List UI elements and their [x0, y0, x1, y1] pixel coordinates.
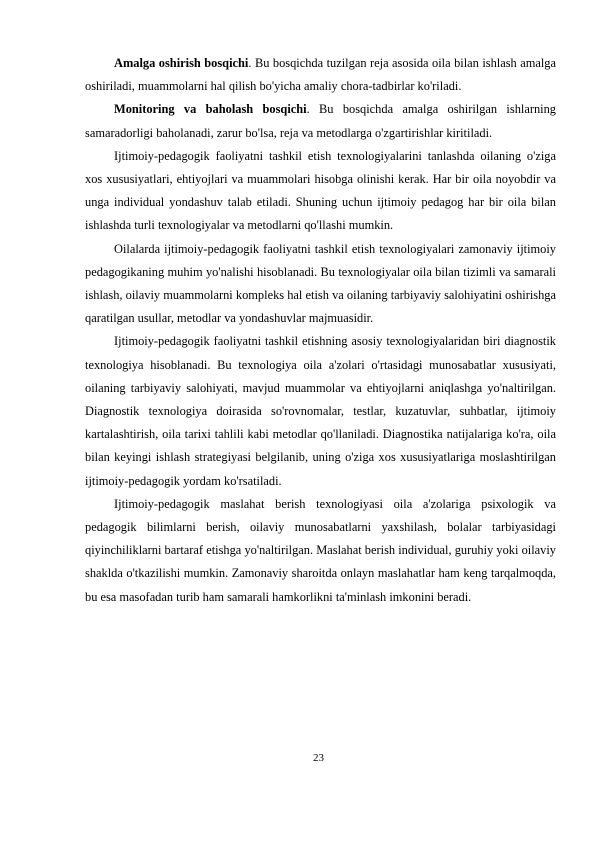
paragraph-term: Amalga oshirish bosqichi [114, 56, 249, 70]
paragraph-diagnostic-technology [85, 330, 556, 492]
paragraph-text: Ijtimoiy-pedagogik maslahat berish texnologiyasi oila a'zolariga psixologik va pedagogik bilimlarni berish, oilaviy munosabatlarni yaxshilash, bolalar tarbiyasidagi qiyinchiliklarni bartaraf etishga yo'naltirilgan. Maslahat berish individual, guruhiy yoki oilaviy shaklda o'tkazilishi mumkin. Zamonaviy sharoitda onlayn maslahatlar ham keng tarqalmoqda, bu esa masofadan turib ham samarali hamkorlikni ta'minlash imkonini beradi. [85, 496, 556, 604]
paragraph-text: Oilalarda ijtimoiy-pedagogik faoliyatni tashkil etish texnologiyalari zamonaviy ijtimoiy pedagogikaning muhim yo'nalishi hisoblanadi. Bu texnologiyalar oila bilan tizimli va samarali ishlash, oilaviy muammolarni kompleks hal etish va oilaning tarbiyaviy salohiyatini oshirishga qaratilgan usullar, metodlar va yondashuvlar majmuasidir. [85, 241, 556, 326]
paragraph-counseling-technology [85, 493, 556, 609]
paragraph-text: . Bu bosqichda tuzilgan reja asosida oila bilan ishlash amalga oshiriladi, muammolarni hal qilish bo'yicha amaliy chora-tadbirlar ko'riladi. [85, 56, 557, 94]
page-number: 23 [313, 752, 324, 764]
paragraph-text: . Bu bosqichda amalga oshirilgan ishlarning samaradorligi baholanadi, zarur bo'lsa, reja va metodlarga o'zgartirishlar kiritiladi. [85, 102, 556, 140]
paragraph-text: Ijtimoiy-pedagogik faoliyatni tashkil etishning asosiy texnologiyalaridan biri diagnostik texnologiya hisoblanadi. Bu texnologiya oila a'zolari o'rtasidagi munosabatlar xususiyati, oilaning tarbiyaviy salohiyati, mavjud muammolar va ehtiyojlarni aniqlashga yo'naltirilgan. Diagnostik texnologiya doirasida so'rovnomalar, testlar, kuzatuvlar, suhbatlar, ijtimoiy kartalashtirish, oila tarixi tahlili kabi metodlar qo'llaniladi. Diagnostika natijalariga ko'ra, oila bilan keyingi ishlash strategiyasi belgilanib, uning o'ziga xos xususiyatlariga moslashtirilgan ijtimoiy-pedagogik yordam ko'rsatiladi. [85, 334, 556, 488]
paragraph-term: Monitoring va baholash bosqichi [114, 102, 307, 117]
paragraph-text: Ijtimoiy-pedagogik faoliyatni tashkil etish texnologiyalarini tanlashda oilaning o'ziga xos xususiyatlari, ehtiyojlari va muammolari hisobga olinishi kerak. Har bir oila noyobdir va unga individual yondashuv talab etiladi. Shuning uchun ijtimoiy pedagog har bir oila bilan ishlashda turli texnologiyalar va metodlarni qo'llashi mumkin. [85, 148, 556, 233]
paragraph-implementation-stage [85, 52, 556, 98]
paragraph-modern-technologies [85, 238, 556, 331]
paragraph-technology-selection [85, 145, 556, 238]
paragraph-monitoring-stage [85, 98, 556, 144]
document-body [85, 52, 556, 609]
